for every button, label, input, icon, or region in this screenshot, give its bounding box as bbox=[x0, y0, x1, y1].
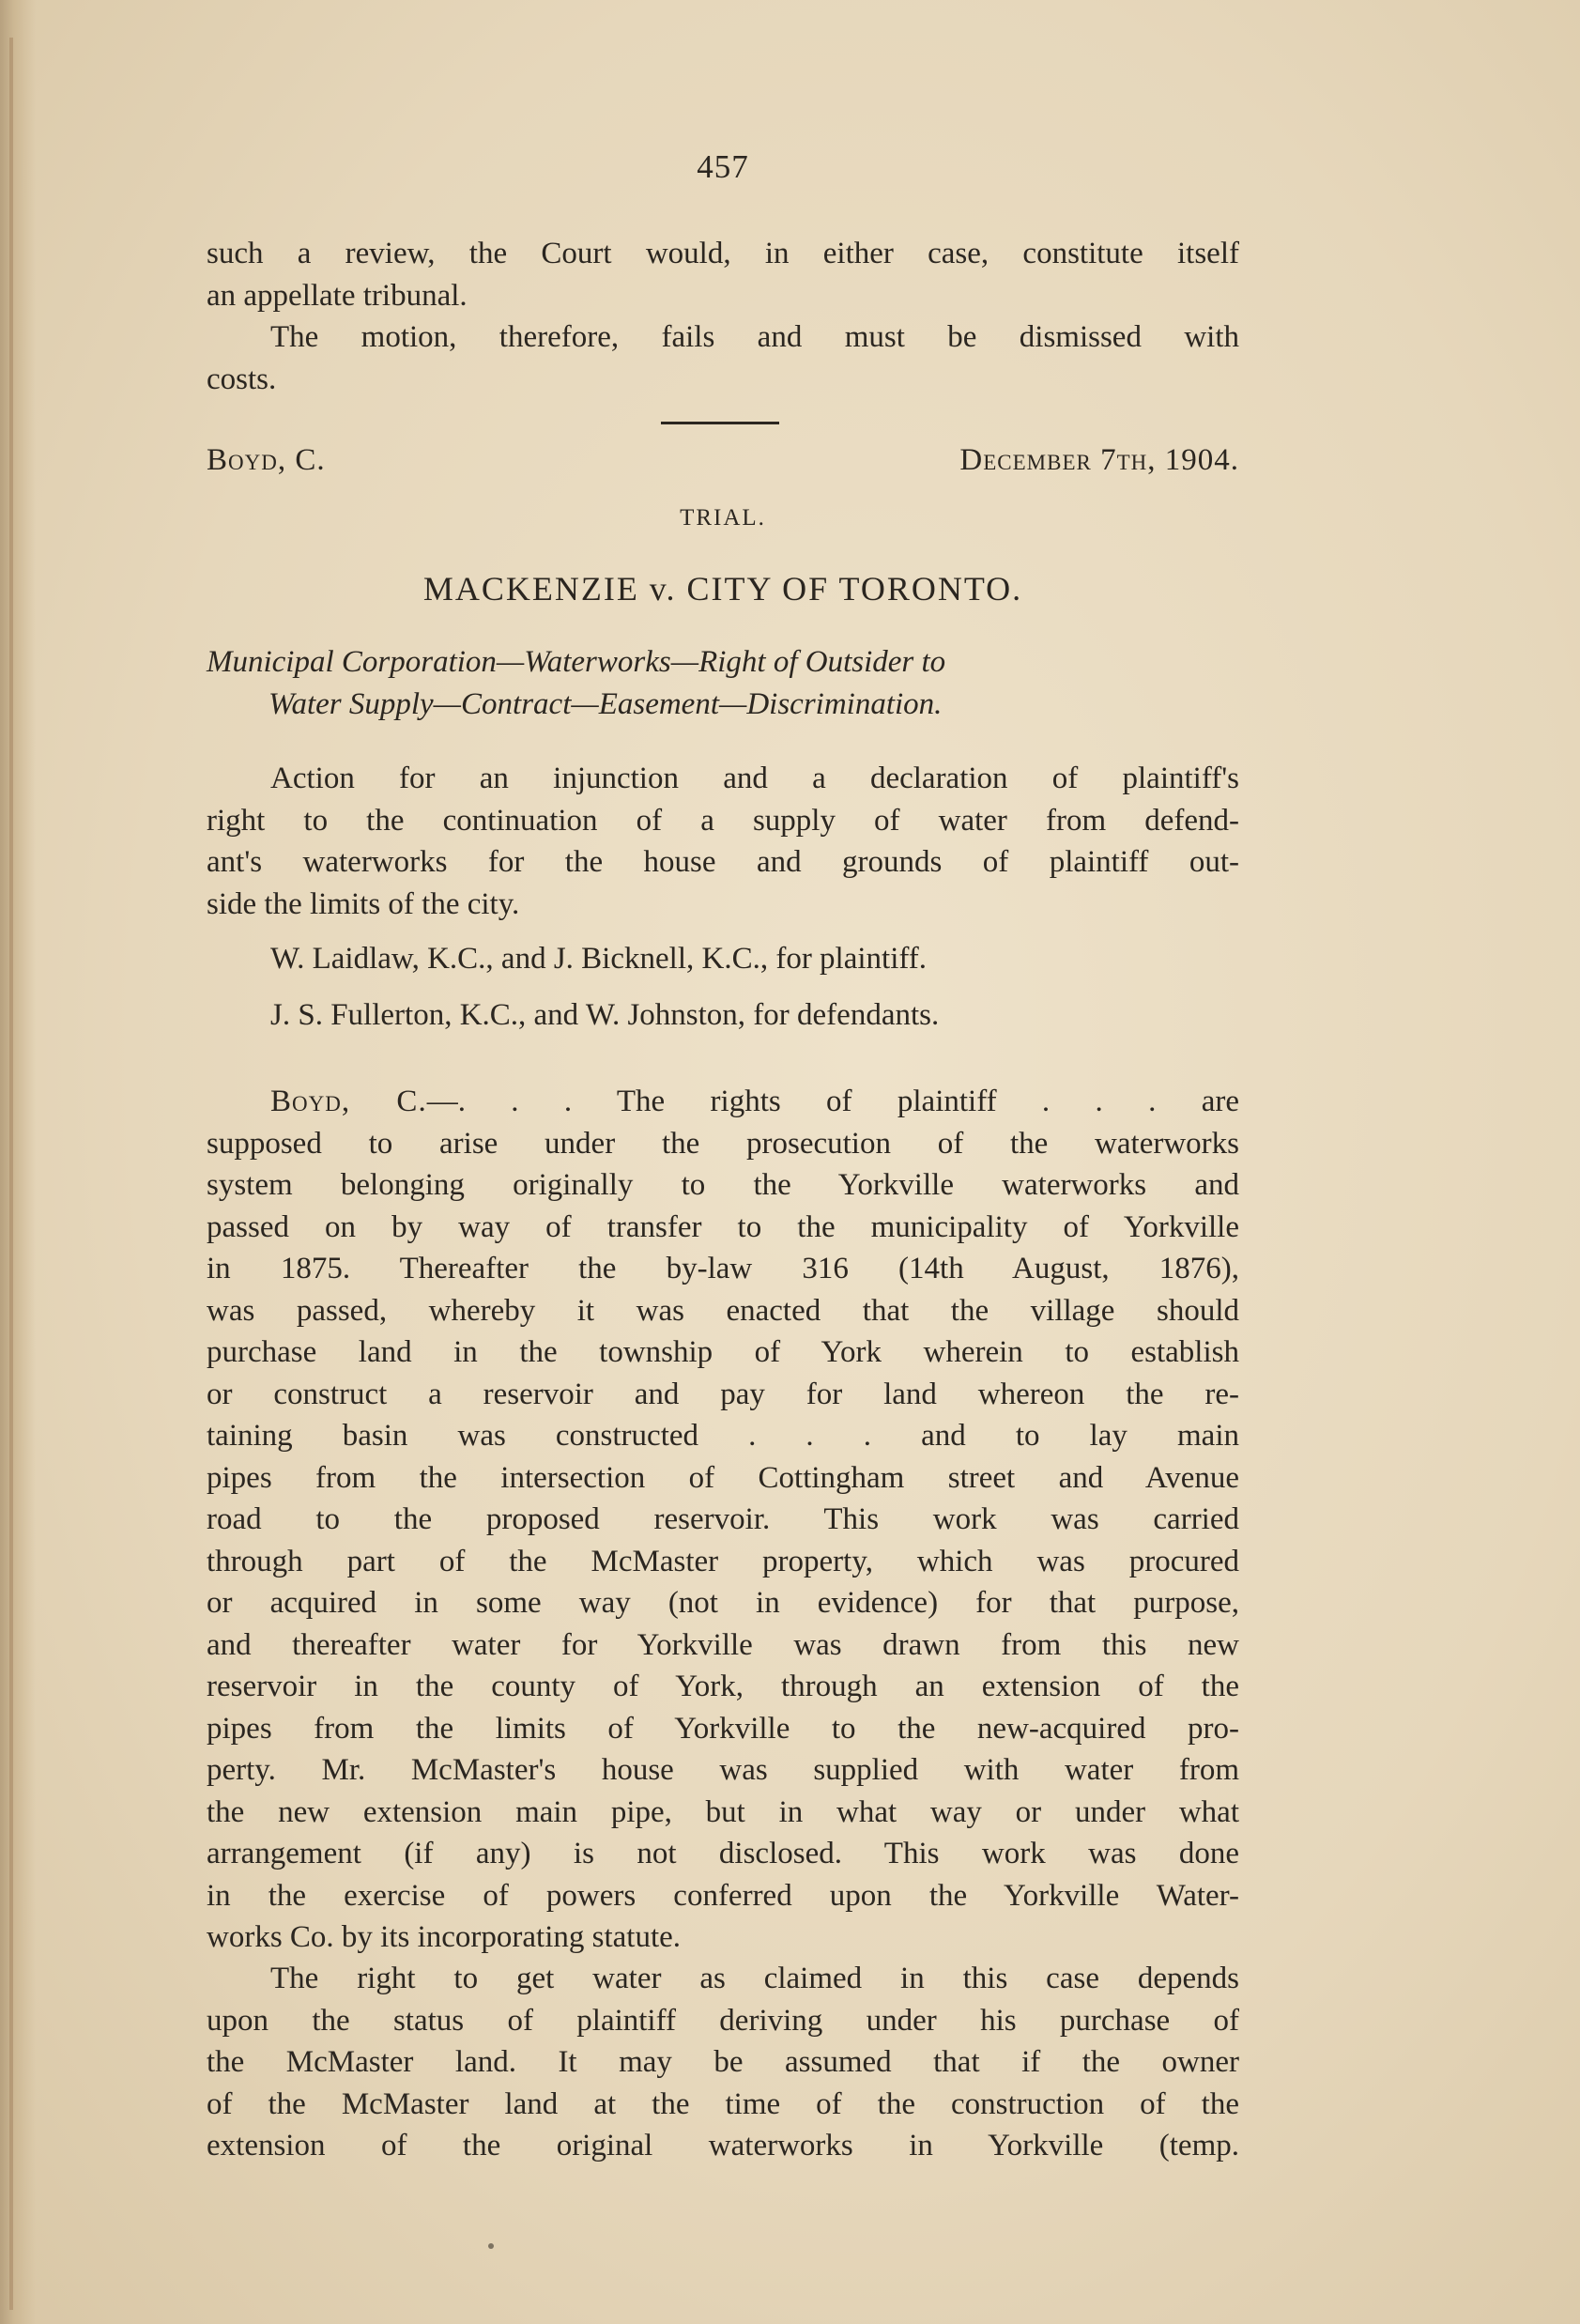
summary-line-2: right to the continuation of a supply of water from defend- bbox=[207, 803, 1239, 838]
right-paragraph bbox=[207, 1958, 1239, 2167]
headnote-line-1: Municipal Corporation—Waterworks—Right of Outsider to bbox=[207, 645, 946, 679]
right-line-5: extension of the original waterworks in Yorkville (temp. bbox=[207, 2129, 1239, 2162]
counsel-plaintiff: W. Laidlaw, K.C., and J. Bicknell, K.C., for plaintiff. bbox=[270, 942, 928, 976]
ink-speck bbox=[488, 2243, 494, 2249]
judgment-line-1-text: —. . . The rights of plaintiff . . . are bbox=[426, 1085, 1239, 1118]
section-divider bbox=[661, 422, 779, 424]
right-line-3: the McMaster land. It may be assumed that if the owner bbox=[207, 2045, 1239, 2079]
judge-name: Boyd, C. bbox=[207, 443, 326, 477]
opening-line-1: such a review, the Court would, in either case, constitute itself bbox=[207, 237, 1239, 270]
case-title: MACKENZIE v. CITY OF TORONTO. bbox=[422, 570, 1023, 608]
motion-line-1: The motion, therefore, fails and must be dismissed with bbox=[270, 320, 1239, 354]
judgment-line-7: purchase land in the township of York wherein to establish bbox=[207, 1335, 1239, 1369]
judgment-line-19: arrangement (if any) is not disclosed. This work was done bbox=[207, 1837, 1239, 1870]
summary-line-3: ant's waterworks for the house and grounds of plaintiff out- bbox=[207, 845, 1239, 879]
judgment-line-1 bbox=[207, 1081, 1239, 1123]
judgment-line-16: pipes from the limits of Yorkville to the new-acquired pro- bbox=[207, 1711, 1239, 1746]
judgment-line-17: perty. Mr. McMaster's house was supplied with water from bbox=[207, 1753, 1239, 1787]
motion-line-2: costs. bbox=[207, 362, 277, 396]
summary-line-4: side the limits of the city. bbox=[207, 886, 520, 921]
opening-line-2: an appellate tribunal. bbox=[207, 278, 468, 313]
right-line-4: of the McMaster land at the time of the construction of the bbox=[207, 2086, 1239, 2121]
judgment-line-5: in 1875. Thereafter the by-law 316 (14th August, 1876), bbox=[207, 1252, 1239, 1285]
judgment-line-2: supposed to arise under the prosecution of the waterworks bbox=[207, 1126, 1239, 1161]
judgment-line-3: system belonging originally to the Yorkville waterworks and bbox=[207, 1168, 1239, 1202]
judgment-line-13: or acquired in some way (not in evidence) for that purpose, bbox=[207, 1586, 1239, 1620]
page-number: 457 bbox=[697, 148, 749, 185]
book-spine-shadow bbox=[0, 0, 36, 2324]
headnote-line-2: Water Supply—Contract—Easement—Discrimination. bbox=[268, 687, 943, 721]
judgment-line-4: passed on by way of transfer to the municipality of Yorkville bbox=[207, 1209, 1239, 1244]
summary-line-1: Action for an injunction and a declaration of plaintiff's bbox=[270, 762, 1239, 795]
judgment-line-20: in the exercise of powers conferred upon the Yorkville Water- bbox=[207, 1878, 1239, 1913]
spine-edge-line bbox=[9, 38, 13, 2310]
judgment-line-14: and thereafter water for Yorkville was drawn from this new bbox=[207, 1627, 1239, 1662]
judgment-paragraph bbox=[207, 1081, 1239, 1959]
right-line-2: upon the status of plaintiff deriving under his purchase of bbox=[207, 2003, 1239, 2038]
judgment-line-18: the new extension main pipe, but in what way or under what bbox=[207, 1794, 1239, 1829]
judgment-line-6: was passed, whereby it was enacted that the village should bbox=[207, 1293, 1239, 1328]
judgment-line-8: or construct a reservoir and pay for land whereon the re- bbox=[207, 1377, 1239, 1411]
judgment-line-11: road to the proposed reservoir. This work was carried bbox=[207, 1502, 1239, 1536]
judge-date-row bbox=[207, 443, 1239, 478]
right-line-1: The right to get water as claimed in this case depends bbox=[270, 1962, 1239, 1995]
judgment-date: December 7th, 1904. bbox=[959, 443, 1239, 477]
proceeding-label: TRIAL. bbox=[680, 505, 766, 531]
judgment-line-21: works Co. by its incorporating statute. bbox=[207, 1920, 682, 1954]
judgment-line-9: taining basin was constructed . . . and to lay main bbox=[207, 1419, 1239, 1453]
judgment-line-10: pipes from the intersection of Cottingham street and Avenue bbox=[207, 1460, 1239, 1495]
judgment-speaker: Boyd, C. bbox=[270, 1085, 427, 1118]
judgment-line-15: reservoir in the county of York, through an extension of the bbox=[207, 1670, 1239, 1703]
counsel-defendants: J. S. Fullerton, K.C., and W. Johnston, for defendants. bbox=[270, 998, 940, 1032]
motion-paragraph bbox=[207, 316, 1239, 400]
headnote bbox=[207, 641, 1239, 726]
summary-paragraph bbox=[207, 758, 1239, 925]
judgment-line-12: through part of the McMaster property, which was procured bbox=[207, 1544, 1239, 1578]
opening-paragraph bbox=[207, 233, 1239, 316]
